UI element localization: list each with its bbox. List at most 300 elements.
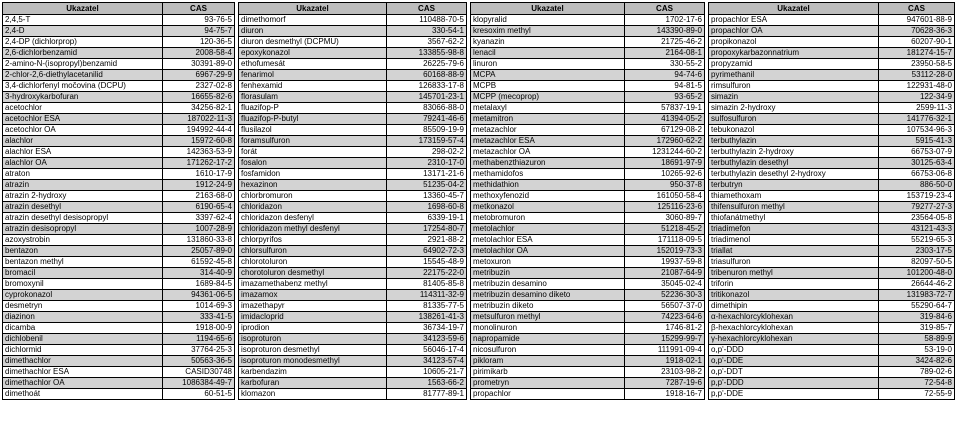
table-row — [3, 367, 955, 378]
substance-name-cell: florasulam — [239, 92, 387, 103]
substance-name-cell: propachlor — [471, 389, 625, 400]
cas-number-cell: 1563-66-2 — [387, 378, 467, 389]
substance-name-cell: metobromuron — [471, 213, 625, 224]
substance-name-cell: linuron — [471, 59, 625, 70]
cas-number-cell: 6339-19-1 — [387, 213, 467, 224]
cas-number-cell: 18691-97-9 — [625, 158, 705, 169]
substance-name-cell: metalaxyl — [471, 103, 625, 114]
substance-name-cell: propyzamid — [709, 59, 879, 70]
cas-number-cell: 142363-53-9 — [163, 147, 235, 158]
cas-number-cell: 1698-60-8 — [387, 202, 467, 213]
cas-number-cell: 153719-23-4 — [879, 191, 955, 202]
column-header-cas: CAS — [625, 3, 705, 15]
cas-number-cell: 298-02-2 — [387, 147, 467, 158]
substance-name-cell: methabenzthiazuron — [471, 158, 625, 169]
substance-name-cell: chorotoluron desmethyl — [239, 268, 387, 279]
substance-name-cell: dichlormid — [3, 345, 163, 356]
substance-name-cell: klopyralid — [471, 15, 625, 26]
cas-number-cell: 34256-82-1 — [163, 103, 235, 114]
substance-name-cell: karbendazim — [239, 367, 387, 378]
substance-name-cell: bentazon methyl — [3, 257, 163, 268]
table-row — [3, 70, 955, 81]
substance-name-cell: pirimikarb — [471, 367, 625, 378]
cas-number-cell: 94-81-5 — [625, 81, 705, 92]
cas-number-cell: 2310-17-0 — [387, 158, 467, 169]
cas-number-cell: 171118-09-5 — [625, 235, 705, 246]
table-row — [3, 257, 955, 268]
cas-number-cell: 67129-08-2 — [625, 125, 705, 136]
substance-name-cell: MCPA — [471, 70, 625, 81]
cas-number-cell: 10605-21-7 — [387, 367, 467, 378]
table-row — [3, 268, 955, 279]
table-row — [3, 323, 955, 334]
cas-number-cell: 1086384-49-7 — [163, 378, 235, 389]
column-header-name: Ukazatel — [709, 3, 879, 15]
cas-number-cell: 50563-36-5 — [163, 356, 235, 367]
cas-number-cell: 131860-33-8 — [163, 235, 235, 246]
substance-name-cell: metazachlor ESA — [471, 136, 625, 147]
cas-number-cell: 55290-64-7 — [879, 301, 955, 312]
cas-number-cell: 22175-22-0 — [387, 268, 467, 279]
substance-name-cell: imazamethabenz methyl — [239, 279, 387, 290]
cas-number-cell: 111991-09-4 — [625, 345, 705, 356]
substance-name-cell: acetochlor OA — [3, 125, 163, 136]
substance-name-cell: chlorotoluron — [239, 257, 387, 268]
substance-name-cell: metribuzin desamino diketo — [471, 290, 625, 301]
cas-number-cell: 172960-62-2 — [625, 136, 705, 147]
substance-name-cell: methamidofos — [471, 169, 625, 180]
substance-name-cell: fosfamidon — [239, 169, 387, 180]
substance-name-cell: simazin 2-hydroxy — [709, 103, 879, 114]
substance-name-cell: propachlor ESA — [709, 15, 879, 26]
cas-number-cell: 30125-63-4 — [879, 158, 955, 169]
cas-number-cell: 10265-92-6 — [625, 169, 705, 180]
substance-name-cell: imidacloprid — [239, 312, 387, 323]
table-row — [3, 389, 955, 400]
substance-name-cell: napropamide — [471, 334, 625, 345]
cas-number-cell: 114311-32-9 — [387, 290, 467, 301]
substance-name-cell: dimethomorf — [239, 15, 387, 26]
cas-number-cell: 36734-19-7 — [387, 323, 467, 334]
cas-number-cell: 35045-02-4 — [625, 279, 705, 290]
substance-name-cell: chloridazon desfenyl — [239, 213, 387, 224]
substance-name-cell: MCPB — [471, 81, 625, 92]
substance-name-cell: metoxuron — [471, 257, 625, 268]
substance-name-cell: triforin — [709, 279, 879, 290]
cas-number-cell: 194992-44-4 — [163, 125, 235, 136]
cas-number-cell: 70628-36-3 — [879, 26, 955, 37]
substance-name-cell: 3-hydroxykarbofuran — [3, 92, 163, 103]
cas-number-cell: 23950-58-5 — [879, 59, 955, 70]
table-row — [3, 158, 955, 169]
cas-number-cell: 120-36-5 — [163, 37, 235, 48]
substance-name-cell: thiamethoxam — [709, 191, 879, 202]
column-header-cas: CAS — [387, 3, 467, 15]
substance-name-cell: foramsulfuron — [239, 136, 387, 147]
substance-name-cell: klomazon — [239, 389, 387, 400]
cas-number-cell: 789-02-6 — [879, 367, 955, 378]
table-row — [3, 48, 955, 59]
substance-name-cell: methoxyfenozid — [471, 191, 625, 202]
cas-number-cell: 34123-57-4 — [387, 356, 467, 367]
substance-name-cell: metribuzin desamino — [471, 279, 625, 290]
cas-number-cell: 43121-43-3 — [879, 224, 955, 235]
substance-name-cell: chloridazon — [239, 202, 387, 213]
cas-number-cell: 52236-30-3 — [625, 290, 705, 301]
substance-name-cell: 2,4,5-T — [3, 15, 163, 26]
cas-number-cell: 2303-17-5 — [879, 246, 955, 257]
substance-name-cell: MCPP (mecoprop) — [471, 92, 625, 103]
substance-name-cell: dicamba — [3, 323, 163, 334]
cas-number-cell: 330-55-2 — [625, 59, 705, 70]
substance-name-cell: dimethoát — [3, 389, 163, 400]
cas-number-cell: 74223-64-6 — [625, 312, 705, 323]
substance-name-cell: p,p'-DDD — [709, 378, 879, 389]
table-row — [3, 169, 955, 180]
substance-name-cell: chlorpyrifos — [239, 235, 387, 246]
substance-name-cell: bromoxynil — [3, 279, 163, 290]
cas-number-cell: 1918-16-7 — [625, 389, 705, 400]
table-row — [3, 290, 955, 301]
substance-name-cell: thiofanátmethyl — [709, 213, 879, 224]
substance-name-cell: triadimefon — [709, 224, 879, 235]
cas-number-cell: 15299-99-7 — [625, 334, 705, 345]
table-row — [3, 301, 955, 312]
substance-name-cell: dichlobenil — [3, 334, 163, 345]
cas-number-cell: 173159-57-4 — [387, 136, 467, 147]
cas-number-cell: 53112-28-0 — [879, 70, 955, 81]
cas-number-cell: 81777-89-1 — [387, 389, 467, 400]
cas-number-cell: 23103-98-2 — [625, 367, 705, 378]
table-row — [3, 114, 955, 125]
substance-name-cell: isoproturon — [239, 334, 387, 345]
substance-name-cell: imazamox — [239, 290, 387, 301]
substance-name-cell: terbuthylazin desethyl — [709, 158, 879, 169]
table-row — [3, 356, 955, 367]
cas-number-cell: 330-54-1 — [387, 26, 467, 37]
cas-number-cell: 61592-45-8 — [163, 257, 235, 268]
cas-number-cell: 23564-05-8 — [879, 213, 955, 224]
cas-number-cell: 60207-90-1 — [879, 37, 955, 48]
substance-name-cell: simazin — [709, 92, 879, 103]
substance-name-cell: 2,4-DP (dichlorprop) — [3, 37, 163, 48]
cas-number-cell: 2163-68-0 — [163, 191, 235, 202]
substance-name-cell: hexazinon — [239, 180, 387, 191]
cas-number-cell: 181274-15-7 — [879, 48, 955, 59]
substance-name-cell: terbuthylazin 2-hydroxy — [709, 147, 879, 158]
cas-number-cell: 133855-98-8 — [387, 48, 467, 59]
substance-name-cell: fosalon — [239, 158, 387, 169]
substance-name-cell: forát — [239, 147, 387, 158]
cas-number-cell: 81405-85-8 — [387, 279, 467, 290]
substance-name-cell: α-hexachlorcyklohexan — [709, 312, 879, 323]
cas-number-cell: 947601-88-9 — [879, 15, 955, 26]
cas-number-cell: 7287-19-6 — [625, 378, 705, 389]
substance-name-cell: bentazon — [3, 246, 163, 257]
cas-number-cell: 122931-48-0 — [879, 81, 955, 92]
cas-number-cell: 1918-02-1 — [625, 356, 705, 367]
substance-name-cell: thifensulfuron methyl — [709, 202, 879, 213]
cas-number-cell: 125116-23-6 — [625, 202, 705, 213]
table-row — [3, 224, 955, 235]
cas-number-cell: 17254-80-7 — [387, 224, 467, 235]
substance-name-cell: epoxykonazol — [239, 48, 387, 59]
substance-name-cell: lenacil — [471, 48, 625, 59]
cas-number-cell: 2921-88-2 — [387, 235, 467, 246]
column-header-name: Ukazatel — [471, 3, 625, 15]
cas-number-cell: 55219-65-3 — [879, 235, 955, 246]
substance-name-cell: cyprokonazol — [3, 290, 163, 301]
substance-name-cell: acetochlor ESA — [3, 114, 163, 125]
substance-name-cell: desmetryn — [3, 301, 163, 312]
cas-number-cell: 79241-46-6 — [387, 114, 467, 125]
table-row — [3, 180, 955, 191]
substance-name-cell: ethofumesát — [239, 59, 387, 70]
substance-name-cell: rimsulfuron — [709, 81, 879, 92]
substance-name-cell: diuron — [239, 26, 387, 37]
cas-number-cell: 51235-04-2 — [387, 180, 467, 191]
table-row — [3, 235, 955, 246]
substance-name-cell: chlorsulfuron — [239, 246, 387, 257]
substance-name-cell: monolinuron — [471, 323, 625, 334]
substance-name-cell: chlorbromuron — [239, 191, 387, 202]
cas-number-cell: 56046-17-4 — [387, 345, 467, 356]
substance-name-cell: dimethachlor OA — [3, 378, 163, 389]
table-row — [3, 378, 955, 389]
cas-number-cell: 82097-50-5 — [879, 257, 955, 268]
table-row — [3, 59, 955, 70]
cas-number-cell: 37764-25-3 — [163, 345, 235, 356]
cas-number-cell: 85509-19-9 — [387, 125, 467, 136]
table-row — [3, 15, 955, 26]
cas-number-cell: 57837-19-1 — [625, 103, 705, 114]
substance-name-cell: kresoxim methyl — [471, 26, 625, 37]
substance-name-cell: karbofuran — [239, 378, 387, 389]
substance-name-cell: imazethapyr — [239, 301, 387, 312]
substance-name-cell: diazinon — [3, 312, 163, 323]
cas-number-cell: 16655-82-6 — [163, 92, 235, 103]
substance-name-cell: azoxystrobin — [3, 235, 163, 246]
cas-number-cell: 26644-46-2 — [879, 279, 955, 290]
substance-name-cell: dimethachlor ESA — [3, 367, 163, 378]
cas-number-cell: 94361-06-5 — [163, 290, 235, 301]
cas-number-cell: 94-74-6 — [625, 70, 705, 81]
substance-name-cell: pikloram — [471, 356, 625, 367]
cas-number-cell: 93-76-5 — [163, 15, 235, 26]
substance-name-cell: fluazifop-P-butyl — [239, 114, 387, 125]
substance-name-cell: metazachlor OA — [471, 147, 625, 158]
cas-number-cell: 1014-69-3 — [163, 301, 235, 312]
substance-name-cell: 2-amino-N-(isopropyl)benzamid — [3, 59, 163, 70]
table-row — [3, 202, 955, 213]
cas-number-cell: 1231244-60-2 — [625, 147, 705, 158]
substance-name-cell: o,p'-DDT — [709, 367, 879, 378]
cas-number-cell: 2164-08-1 — [625, 48, 705, 59]
substance-name-cell: tribenuron methyl — [709, 268, 879, 279]
substance-name-cell: atrazin 2-hydroxy — [3, 191, 163, 202]
table-row — [3, 191, 955, 202]
substance-name-cell: fluazifop-P — [239, 103, 387, 114]
substance-name-cell: dimethipin — [709, 301, 879, 312]
cas-number-cell: 138261-41-3 — [387, 312, 467, 323]
substance-name-cell: alachlor — [3, 136, 163, 147]
cas-number-cell: 1918-00-9 — [163, 323, 235, 334]
cas-number-cell: 15545-48-9 — [387, 257, 467, 268]
cas-number-cell: 3397-62-4 — [163, 213, 235, 224]
substance-name-cell: metribuzin diketo — [471, 301, 625, 312]
cas-number-cell: 26225-79-6 — [387, 59, 467, 70]
cas-number-cell: 58-89-9 — [879, 334, 955, 345]
substance-name-cell: tebukonazol — [709, 125, 879, 136]
substance-name-cell: metamitron — [471, 114, 625, 125]
substance-name-cell: methidathion — [471, 180, 625, 191]
substance-name-cell: atrazin desisopropyl — [3, 224, 163, 235]
cas-number-cell: 171262-17-2 — [163, 158, 235, 169]
cas-number-cell: 145701-23-1 — [387, 92, 467, 103]
substance-name-cell: diuron desmethyl (DCPMU) — [239, 37, 387, 48]
substance-name-cell: fenarimol — [239, 70, 387, 81]
table-row — [3, 37, 955, 48]
table-row — [3, 246, 955, 257]
substance-name-cell: flusilazol — [239, 125, 387, 136]
substance-name-cell: metolachlor ESA — [471, 235, 625, 246]
substance-name-cell: bromacil — [3, 268, 163, 279]
substance-name-cell: iprodion — [239, 323, 387, 334]
cas-number-cell: 1689-84-5 — [163, 279, 235, 290]
cas-number-cell: 101200-48-0 — [879, 268, 955, 279]
cas-number-cell: 1007-28-9 — [163, 224, 235, 235]
cas-number-cell: 60-51-5 — [163, 389, 235, 400]
substance-name-cell: acetochlor — [3, 103, 163, 114]
table-row — [3, 92, 955, 103]
substance-name-cell: atraton — [3, 169, 163, 180]
table-row — [3, 312, 955, 323]
substance-name-cell: metolachlor — [471, 224, 625, 235]
substance-name-cell: terbuthylazin desethyl 2-hydroxy — [709, 169, 879, 180]
substance-name-cell: metkonazol — [471, 202, 625, 213]
table-row — [3, 213, 955, 224]
cas-number-cell: 950-37-8 — [625, 180, 705, 191]
substance-name-cell: isoproturon desmethyl — [239, 345, 387, 356]
cas-number-cell: 333-41-5 — [163, 312, 235, 323]
cas-number-cell: 15972-60-8 — [163, 136, 235, 147]
cas-number-cell: CASID30748 — [163, 367, 235, 378]
cas-number-cell: 122-34-9 — [879, 92, 955, 103]
cas-number-cell: 13360-45-7 — [387, 191, 467, 202]
substance-name-cell: pyrimethanil — [709, 70, 879, 81]
cas-number-cell: 141776-32-1 — [879, 114, 955, 125]
cas-number-cell: 41394-05-2 — [625, 114, 705, 125]
substance-name-cell: terbuthylazin — [709, 136, 879, 147]
substance-name-cell: triallat — [709, 246, 879, 257]
cas-number-cell: 107534-96-3 — [879, 125, 955, 136]
substance-name-cell: metolachlor OA — [471, 246, 625, 257]
substance-name-cell: nicosulfuron — [471, 345, 625, 356]
substance-name-cell: tritikonazol — [709, 290, 879, 301]
cas-number-cell: 319-85-7 — [879, 323, 955, 334]
substance-name-cell: metribuzin — [471, 268, 625, 279]
substance-name-cell: terbutryn — [709, 180, 879, 191]
substance-name-cell: atrazin desethyl — [3, 202, 163, 213]
table-row — [3, 147, 955, 158]
cas-number-cell: 3567-62-2 — [387, 37, 467, 48]
cas-number-cell: 143390-89-0 — [625, 26, 705, 37]
substance-name-cell: alachlor OA — [3, 158, 163, 169]
substance-name-cell: 2,6-dichlorbenzamid — [3, 48, 163, 59]
column-header-name: Ukazatel — [3, 3, 163, 15]
cas-number-cell: 1746-81-2 — [625, 323, 705, 334]
substance-name-cell: propikonazol — [709, 37, 879, 48]
substance-name-cell: metsulfuron methyl — [471, 312, 625, 323]
cas-number-cell: 60168-88-9 — [387, 70, 467, 81]
table-row — [3, 103, 955, 114]
table-row — [3, 345, 955, 356]
substance-name-cell: γ-hexachlorcyklohexan — [709, 334, 879, 345]
cas-number-cell: 5915-41-3 — [879, 136, 955, 147]
substance-name-cell: dimethachlor — [3, 356, 163, 367]
column-header-cas: CAS — [163, 3, 235, 15]
cas-number-cell: 64902-72-3 — [387, 246, 467, 257]
cas-number-cell: 53-19-0 — [879, 345, 955, 356]
substance-name-cell: o,p'-DDE — [709, 356, 879, 367]
cas-number-cell: 66753-07-9 — [879, 147, 955, 158]
cas-number-cell: 3424-82-6 — [879, 356, 955, 367]
cas-number-cell: 56507-37-0 — [625, 301, 705, 312]
substance-name-cell: sulfosulfuron — [709, 114, 879, 125]
substance-name-cell: isoproturon monodesmethyl — [239, 356, 387, 367]
cas-number-cell: 93-65-2 — [625, 92, 705, 103]
cas-number-cell: 187022-11-3 — [163, 114, 235, 125]
cas-number-cell: 6967-29-9 — [163, 70, 235, 81]
substance-name-cell: prometryn — [471, 378, 625, 389]
cas-number-cell: 1912-24-9 — [163, 180, 235, 191]
substance-name-cell: fenhexamid — [239, 81, 387, 92]
cas-number-cell: 1194-65-6 — [163, 334, 235, 345]
substance-name-cell: atrazin desethyl desisopropyl — [3, 213, 163, 224]
cas-number-cell: 19937-59-8 — [625, 257, 705, 268]
cas-number-cell: 152019-73-3 — [625, 246, 705, 257]
cas-number-cell: 126833-17-8 — [387, 81, 467, 92]
cas-number-cell: 72-55-9 — [879, 389, 955, 400]
cas-number-cell: 886-50-0 — [879, 180, 955, 191]
substance-name-cell: 2-chlor-2,6-diethylacetanilid — [3, 70, 163, 81]
cas-number-cell: 21087-64-9 — [625, 268, 705, 279]
cas-number-cell: 110488-70-5 — [387, 15, 467, 26]
cas-number-cell: 51218-45-2 — [625, 224, 705, 235]
substance-name-cell: β-hexachlorcyklohexan — [709, 323, 879, 334]
substance-name-cell: p,p'-DDE — [709, 389, 879, 400]
substance-name-cell: propoxykarbazonnatrium — [709, 48, 879, 59]
column-header-cas: CAS — [879, 3, 955, 15]
cas-number-cell: 66753-06-8 — [879, 169, 955, 180]
cas-number-cell: 314-40-9 — [163, 268, 235, 279]
cas-number-cell: 13171-21-6 — [387, 169, 467, 180]
substance-name-cell: kyanazin — [471, 37, 625, 48]
substance-name-cell: 2,4-D — [3, 26, 163, 37]
cas-number-cell: 161050-58-4 — [625, 191, 705, 202]
cas-number-cell: 3060-89-7 — [625, 213, 705, 224]
cas-number-cell: 25057-89-0 — [163, 246, 235, 257]
table-row — [3, 334, 955, 345]
substance-name-cell: atrazin — [3, 180, 163, 191]
cas-number-cell: 2327-02-8 — [163, 81, 235, 92]
cas-number-cell: 21725-46-2 — [625, 37, 705, 48]
substance-table — [2, 2, 955, 400]
table-row — [3, 125, 955, 136]
cas-number-cell: 131983-72-7 — [879, 290, 955, 301]
cas-number-cell: 94-75-7 — [163, 26, 235, 37]
cas-number-cell: 1610-17-9 — [163, 169, 235, 180]
